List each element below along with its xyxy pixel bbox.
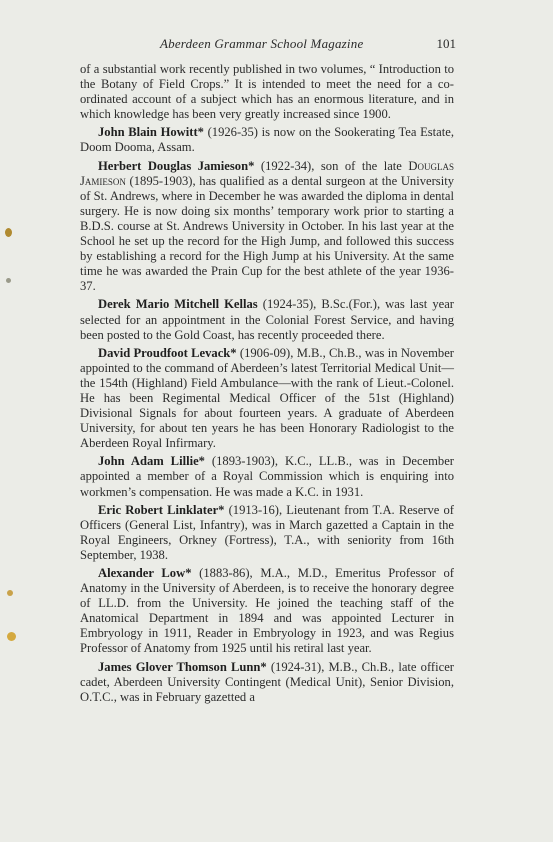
- entry-linklater: [80, 503, 454, 563]
- entry-name: Herbert Douglas Jamieson*: [98, 158, 255, 173]
- entry-text: (1926-35) is now on the Sookerating Tea Estate, Doom Dooma, Assam.: [80, 125, 455, 155]
- entry-levack: [80, 346, 454, 452]
- entry-text: (1893-1903), K.C., LL.B., was in December appointed a member of a Royal Commission which is enquiring into workmen’s compensation. He was made a K.C. in 1931.: [80, 454, 455, 499]
- entry-name: Derek Mario Mitchell Kellas: [98, 297, 258, 312]
- entry-howitt: [80, 125, 454, 155]
- binding-hole-mark: [7, 590, 13, 596]
- entry-text: (1922-34), son of the late: [254, 158, 409, 173]
- entry-smallcaps-name: Douglas Jamieson: [80, 158, 454, 188]
- entry-text: (1895-1903), has qualified as a dental surgeon at the University of St. Andrews, where in December he was awarded the diploma in dental surgery. He is now doing six months’ temporary work prior to starting a B.D.S. course at St. Andrews University in October. In his last year at the School he set up the record for the High Jump, and followed this success by establishing a record for the High Jump at his University. At the same time he was awarded the Prain Cup for the best athlete of the year 1936-37.: [80, 173, 454, 294]
- article-body: [80, 62, 454, 708]
- entry-text: (1906-09), M.B., Ch.B., was in November appointed to the command of Aberdeen’s latest Territorial Medical Unit—the 154th (Highland) Field Ambulance—with the rank of Lieut.-Colonel. He has been Regimental Medical Officer of the 51st (Highland) Divisional Signals for about fourteen years. A graduate of Aberdeen University, for about ten years he has been Honorary Radiologist to the Aberdeen Royal Infirmary.: [80, 345, 454, 451]
- entry-name: John Blain Howitt*: [98, 125, 204, 140]
- entry-text: (1924-31), M.B., Ch.B., late officer cadet, Aberdeen University Contingent (Medical Unit), Senior Division, O.T.C., was in February gazetted a: [80, 659, 454, 704]
- page-number: 101: [436, 36, 456, 51]
- entry-lunn: [80, 660, 454, 705]
- entry-name: James Glover Thomson Lunn*: [98, 659, 267, 674]
- entry-text: (1883-86), M.A., M.D., Emeritus Professor of Anatomy in the University of Aberdeen, is to receive the honorary degree of LL.D. from the University. He joined the teaching staff of the Anatomical Department in 1894 and was appointed Lecturer in Embryology in 1911, Reader in Embryology in 1923, and was Regius Professor of Anatomy from 1925 until his retiral last year.: [80, 566, 454, 656]
- entry-low: [80, 566, 454, 657]
- entry-name: David Proudfoot Levack*: [98, 345, 237, 360]
- intro-paragraph: of a substantial work recently published in two volumes, “ Introduction to the Botany of Field Crops.” It is intended to meet the need for a co-ordinated account of a subject which has an enormous literature, and in which knowledge has been very greatly increased since 1900.: [80, 62, 454, 122]
- entry-text: (1924-35), B.Sc.(For.), was last year selected for an appointment in the Colonial Forest Service, and having been posted to the Gold Coast, has recently proceeded there.: [80, 297, 455, 342]
- running-title: Aberdeen Grammar School Magazine: [160, 36, 364, 51]
- entry-lillie: [80, 454, 454, 499]
- binding-hole-mark: [5, 228, 12, 237]
- binding-hole-mark: [6, 278, 11, 283]
- entry-jamieson: [80, 159, 454, 295]
- entry-text: (1913-16), Lieutenant from T.A. Reserve of Officers (General List, Infantry), was in March gazetted a Captain in the Royal Engineers, Orkney (Fortress), T.A., with seniority from 16th September, 1938.: [80, 502, 454, 562]
- entry-name: Eric Robert Linklater*: [98, 502, 225, 517]
- entry-name: Alexander Low*: [98, 566, 192, 580]
- binding-hole-mark: [7, 632, 16, 641]
- entry-name: John Adam Lillie*: [98, 454, 205, 469]
- entry-kellas: [80, 297, 454, 342]
- running-header: [76, 36, 456, 54]
